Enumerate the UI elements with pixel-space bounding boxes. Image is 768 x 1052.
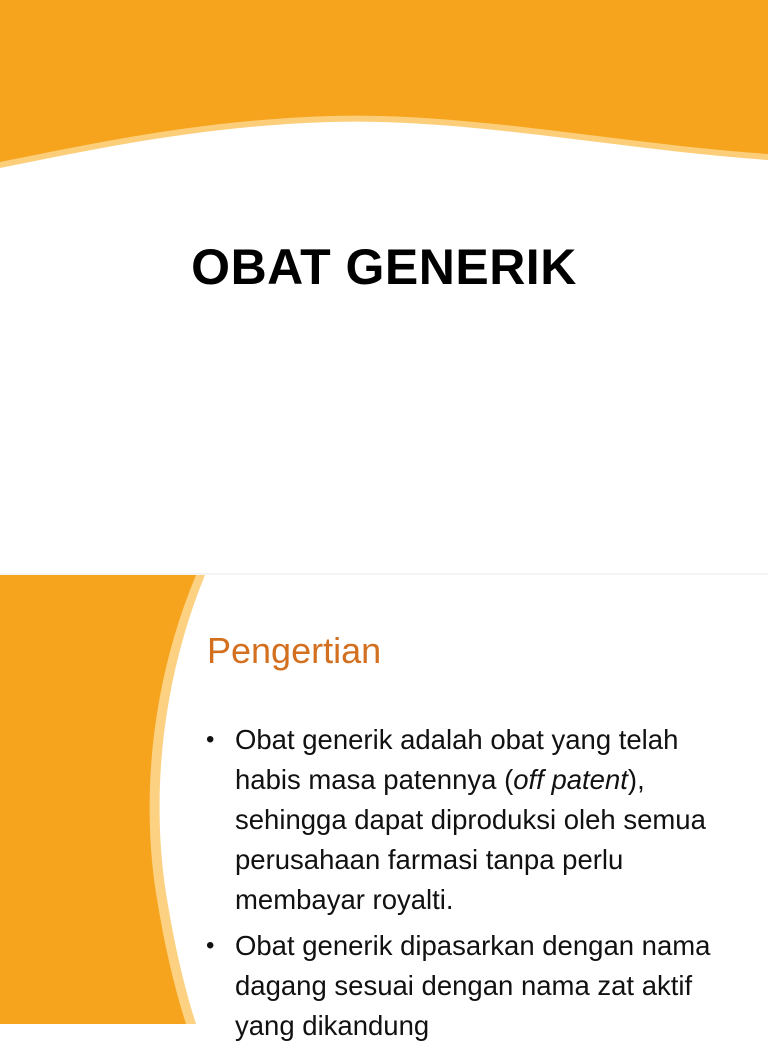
bullet-text: Obat generik adalah obat yang telah habis masa patennya ( — [235, 724, 679, 795]
content-slide — [0, 575, 768, 1041]
bullet-item — [206, 720, 746, 920]
bullet-emphasis: off patent — [513, 764, 628, 795]
bullet-text-cont: ), sehingga dapat diproduksi oleh semua perusahaan farmasi tanpa perlu membayar royalti. — [235, 764, 706, 915]
bullet-item — [206, 926, 746, 1046]
top-wave-decoration — [0, 0, 768, 175]
bullet-text: Obat generik dipasarkan dengan nama dagang sesuai dengan nama zat aktif yang dikandung — [235, 930, 711, 1041]
bullet-dot-icon: • — [206, 726, 215, 753]
slide-title: OBAT GENERIK — [191, 239, 577, 295]
bullet-dot-icon: • — [206, 932, 215, 959]
bullet-list — [206, 720, 746, 1052]
section-heading: Pengertian — [207, 630, 382, 671]
